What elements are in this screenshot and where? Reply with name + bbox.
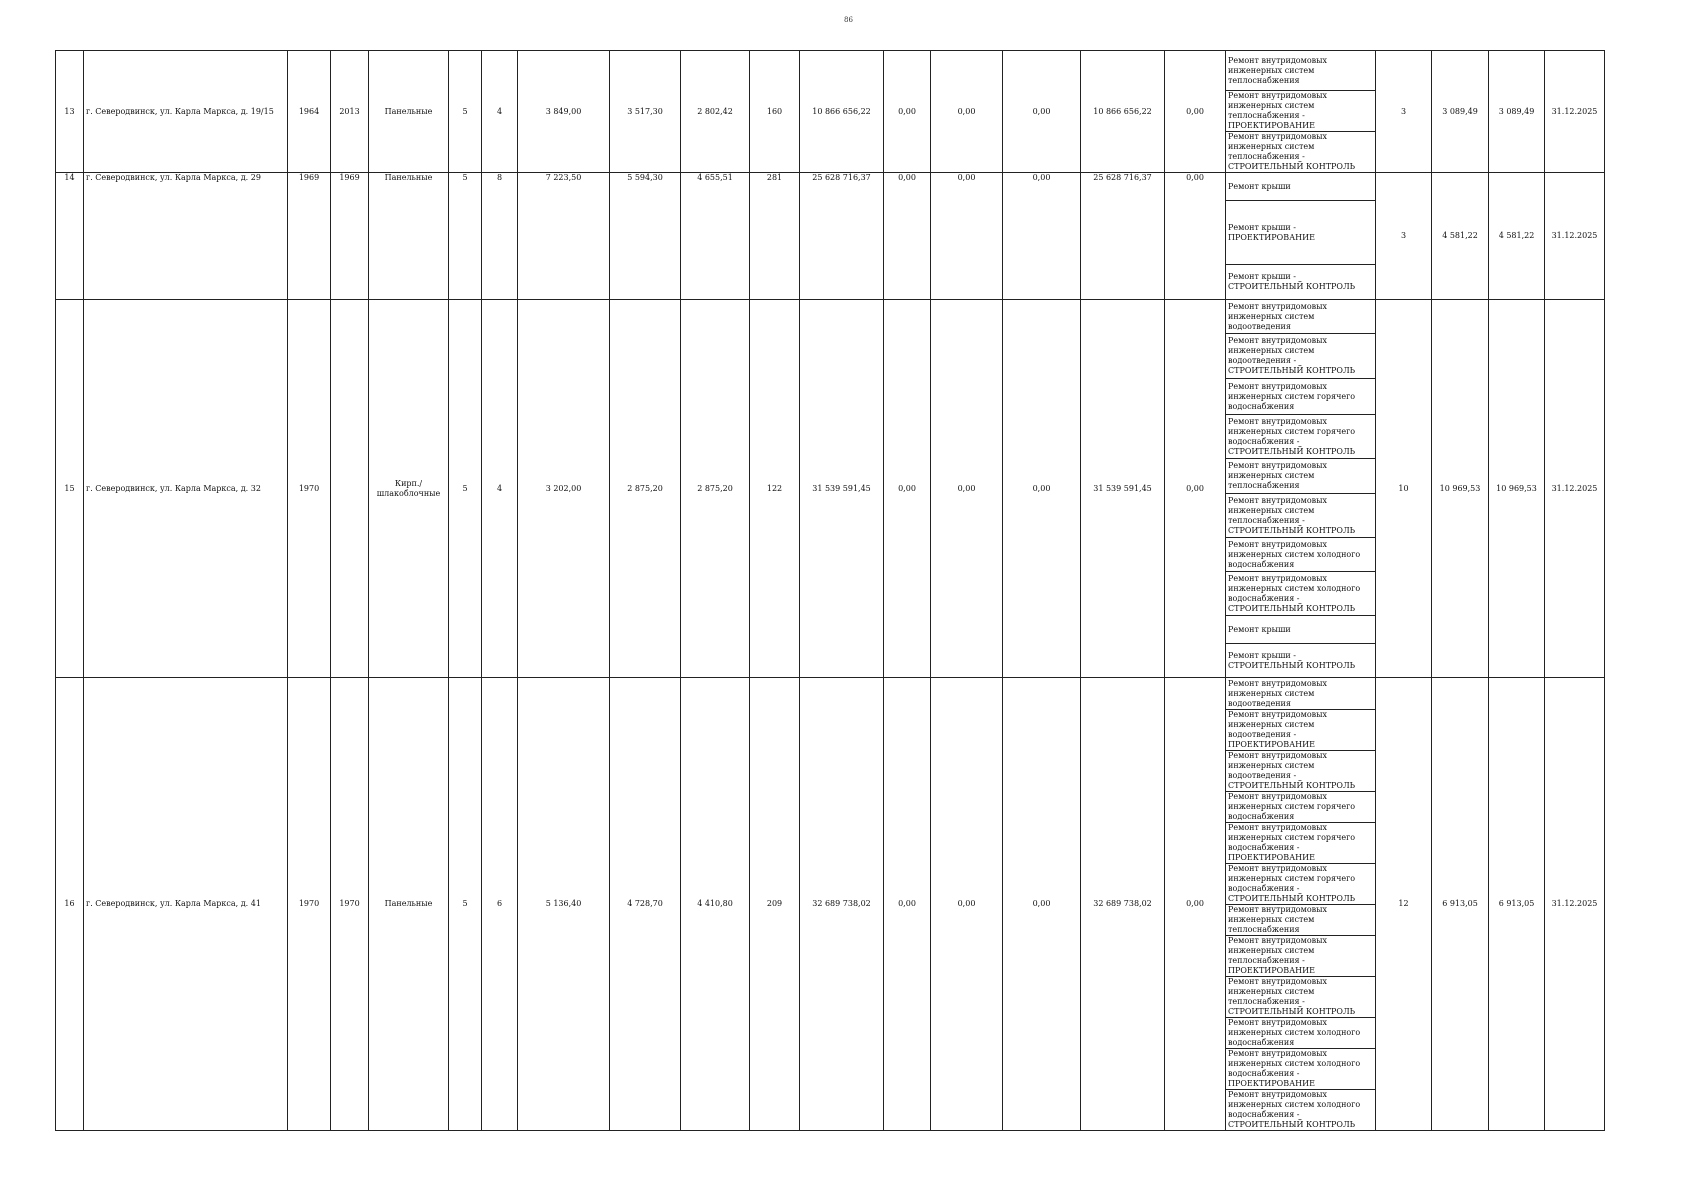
work-type-cell: Ремонт внутридомовых инженерных систем горячего водоснабжения - ПРОЕКТИРОВАНИЕ	[1226, 823, 1376, 864]
total-area-cell: 5 136,40	[518, 678, 610, 1131]
area-residential-cell: 4 410,80	[681, 678, 750, 1131]
unit-cost-cell: 10 969,53	[1432, 300, 1489, 678]
floors-cell: 5	[449, 173, 482, 300]
deadline-cell: 31.12.2025	[1545, 300, 1605, 678]
work-type-cell: Ремонт внутридомовых инженерных систем теплоснабжения - ПРОЕКТИРОВАНИЕ	[1226, 91, 1376, 132]
row-number: 14	[56, 173, 84, 300]
work-type-cell: Ремонт внутридомовых инженерных систем холодного водоснабжения	[1226, 1018, 1376, 1049]
wall-material-cell: Панельные	[369, 51, 449, 173]
work-type-cell: Ремонт внутридомовых инженерных систем теплоснабжения	[1226, 459, 1376, 494]
table-row	[56, 678, 1605, 710]
fund-municipal-cell: 0,00	[1003, 678, 1081, 1131]
table-row	[56, 51, 1605, 91]
year-overhaul-cell: 2013	[331, 51, 369, 173]
fund-other-cell: 0,00	[1165, 678, 1226, 1131]
area-all-cell: 3 517,30	[610, 51, 681, 173]
work-type-cell: Ремонт крыши - СТРОИТЕЛЬНЫЙ КОНТРОЛЬ	[1226, 265, 1376, 300]
fund-other-cell: 0,00	[1165, 300, 1226, 678]
work-type-cell: Ремонт внутридомовых инженерных систем горячего водоснабжения	[1226, 379, 1376, 415]
address-cell: г. Северодвинск, ул. Карла Маркса, д. 41	[84, 678, 288, 1131]
address-cell: г. Северодвинск, ул. Карла Маркса, д. 19/15	[84, 51, 288, 173]
deadline-cell: 31.12.2025	[1545, 51, 1605, 173]
wall-material-cell: Кирп./шлакоблочные	[369, 300, 449, 678]
total-area-cell: 3 202,00	[518, 300, 610, 678]
fund-owners-cell: 10 866 656,22	[1081, 51, 1165, 173]
residents-cell: 160	[750, 51, 800, 173]
year-overhaul-cell: 1969	[331, 173, 369, 300]
fund-owners-cell: 31 539 591,45	[1081, 300, 1165, 678]
work-type-cell: Ремонт внутридомовых инженерных систем теплоснабжения	[1226, 905, 1376, 936]
fund-regional-cell: 0,00	[931, 173, 1003, 300]
fund-federal-cell: 0,00	[884, 51, 931, 173]
work-type-cell: Ремонт внутридомовых инженерных систем водоотведения	[1226, 300, 1376, 334]
work-count-cell: 3	[1376, 51, 1432, 173]
cost-total-cell: 31 539 591,45	[800, 300, 884, 678]
work-type-cell: Ремонт крыши - СТРОИТЕЛЬНЫЙ КОНТРОЛЬ	[1226, 644, 1376, 678]
wall-material-cell: Панельные	[369, 678, 449, 1131]
unit-cost-cell: 3 089,49	[1432, 51, 1489, 173]
max-unit-cost-cell: 6 913,05	[1489, 678, 1545, 1131]
entrances-cell: 6	[482, 678, 518, 1131]
table-body	[56, 51, 1605, 1131]
deadline-cell: 31.12.2025	[1545, 678, 1605, 1131]
work-type-cell: Ремонт внутридомовых инженерных систем теплоснабжения	[1226, 51, 1376, 91]
address-cell: г. Северодвинск, ул. Карла Маркса, д. 29	[84, 173, 288, 300]
cost-total-cell: 10 866 656,22	[800, 51, 884, 173]
repair-program-table	[55, 50, 1605, 1131]
wall-material-cell: Панельные	[369, 173, 449, 300]
area-all-cell: 2 875,20	[610, 300, 681, 678]
row-number: 15	[56, 300, 84, 678]
fund-municipal-cell: 0,00	[1003, 173, 1081, 300]
work-count-cell: 12	[1376, 678, 1432, 1131]
fund-regional-cell: 0,00	[931, 300, 1003, 678]
area-all-cell: 4 728,70	[610, 678, 681, 1131]
area-residential-cell: 4 655,51	[681, 173, 750, 300]
table-row	[56, 173, 1605, 201]
work-count-cell: 3	[1376, 173, 1432, 300]
work-type-cell: Ремонт внутридомовых инженерных систем водоотведения - СТРОИТЕЛЬНЫЙ КОНТРОЛЬ	[1226, 751, 1376, 792]
floors-cell: 5	[449, 678, 482, 1131]
fund-other-cell: 0,00	[1165, 51, 1226, 173]
fund-owners-cell: 25 628 716,37	[1081, 173, 1165, 300]
work-type-cell: Ремонт внутридомовых инженерных систем теплоснабжения - СТРОИТЕЛЬНЫЙ КОНТРОЛЬ	[1226, 977, 1376, 1018]
max-unit-cost-cell: 10 969,53	[1489, 300, 1545, 678]
fund-owners-cell: 32 689 738,02	[1081, 678, 1165, 1131]
entrances-cell: 4	[482, 51, 518, 173]
max-unit-cost-cell: 3 089,49	[1489, 51, 1545, 173]
year-overhaul-cell	[331, 300, 369, 678]
cost-total-cell: 25 628 716,37	[800, 173, 884, 300]
work-type-cell: Ремонт внутридомовых инженерных систем теплоснабжения - СТРОИТЕЛЬНЫЙ КОНТРОЛЬ	[1226, 494, 1376, 538]
total-area-cell: 3 849,00	[518, 51, 610, 173]
work-count-cell: 10	[1376, 300, 1432, 678]
row-number: 13	[56, 51, 84, 173]
fund-federal-cell: 0,00	[884, 173, 931, 300]
area-residential-cell: 2 802,42	[681, 51, 750, 173]
fund-municipal-cell: 0,00	[1003, 300, 1081, 678]
work-type-cell: Ремонт крыши	[1226, 616, 1376, 644]
work-type-cell: Ремонт внутридомовых инженерных систем водоотведения	[1226, 678, 1376, 710]
residents-cell: 209	[750, 678, 800, 1131]
cost-total-cell: 32 689 738,02	[800, 678, 884, 1131]
work-type-cell: Ремонт внутридомовых инженерных систем холодного водоснабжения - СТРОИТЕЛЬНЫЙ КОНТРОЛЬ	[1226, 1090, 1376, 1131]
year-built-cell: 1969	[288, 173, 331, 300]
work-type-cell: Ремонт внутридомовых инженерных систем холодного водоснабжения - СТРОИТЕЛЬНЫЙ КОНТРОЛЬ	[1226, 572, 1376, 616]
fund-federal-cell: 0,00	[884, 300, 931, 678]
area-all-cell: 5 594,30	[610, 173, 681, 300]
residents-cell: 122	[750, 300, 800, 678]
row-number: 16	[56, 678, 84, 1131]
fund-regional-cell: 0,00	[931, 678, 1003, 1131]
work-type-cell: Ремонт внутридомовых инженерных систем холодного водоснабжения - ПРОЕКТИРОВАНИЕ	[1226, 1049, 1376, 1090]
work-type-cell: Ремонт внутридомовых инженерных систем теплоснабжения - ПРОЕКТИРОВАНИЕ	[1226, 936, 1376, 977]
year-built-cell: 1970	[288, 300, 331, 678]
year-built-cell: 1964	[288, 51, 331, 173]
work-type-cell: Ремонт внутридомовых инженерных систем холодного водоснабжения	[1226, 538, 1376, 572]
max-unit-cost-cell: 4 581,22	[1489, 173, 1545, 300]
fund-regional-cell: 0,00	[931, 51, 1003, 173]
work-type-cell: Ремонт внутридомовых инженерных систем горячего водоснабжения - СТРОИТЕЛЬНЫЙ КОНТРОЛЬ	[1226, 864, 1376, 905]
address-cell: г. Северодвинск, ул. Карла Маркса, д. 32	[84, 300, 288, 678]
year-overhaul-cell: 1970	[331, 678, 369, 1131]
area-residential-cell: 2 875,20	[681, 300, 750, 678]
page-number: 86	[844, 16, 853, 24]
fund-municipal-cell: 0,00	[1003, 51, 1081, 173]
work-type-cell: Ремонт внутридомовых инженерных систем теплоснабжения - СТРОИТЕЛЬНЫЙ КОНТРОЛЬ	[1226, 132, 1376, 173]
work-type-cell: Ремонт внутридомовых инженерных систем водоотведения - СТРОИТЕЛЬНЫЙ КОНТРОЛЬ	[1226, 334, 1376, 379]
unit-cost-cell: 4 581,22	[1432, 173, 1489, 300]
entrances-cell: 4	[482, 300, 518, 678]
year-built-cell: 1970	[288, 678, 331, 1131]
entrances-cell: 8	[482, 173, 518, 300]
work-type-cell: Ремонт внутридомовых инженерных систем горячего водоснабжения	[1226, 792, 1376, 823]
table-row	[56, 300, 1605, 334]
fund-other-cell: 0,00	[1165, 173, 1226, 300]
residents-cell: 281	[750, 173, 800, 300]
total-area-cell: 7 223,50	[518, 173, 610, 300]
unit-cost-cell: 6 913,05	[1432, 678, 1489, 1131]
work-type-cell: Ремонт крыши	[1226, 173, 1376, 201]
floors-cell: 5	[449, 51, 482, 173]
work-type-cell: Ремонт внутридомовых инженерных систем водоотведения - ПРОЕКТИРОВАНИЕ	[1226, 710, 1376, 751]
deadline-cell: 31.12.2025	[1545, 173, 1605, 300]
work-type-cell: Ремонт внутридомовых инженерных систем горячего водоснабжения - СТРОИТЕЛЬНЫЙ КОНТРОЛЬ	[1226, 415, 1376, 459]
fund-federal-cell: 0,00	[884, 678, 931, 1131]
work-type-cell: Ремонт крыши - ПРОЕКТИРОВАНИЕ	[1226, 201, 1376, 265]
floors-cell: 5	[449, 300, 482, 678]
